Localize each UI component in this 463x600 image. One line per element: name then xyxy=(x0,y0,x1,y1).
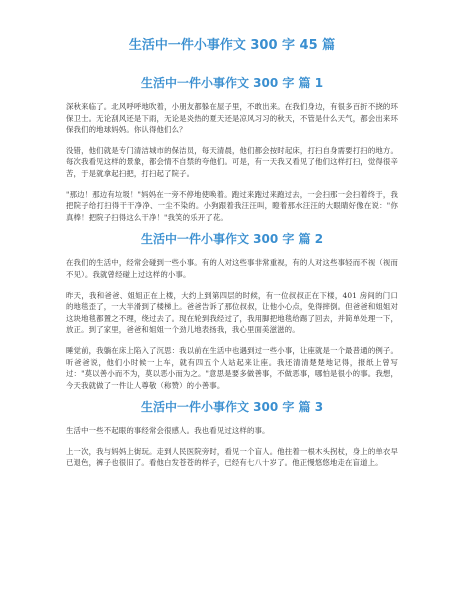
section-heading: 生活中一件小事作文 300 字 篇 2 xyxy=(140,232,324,247)
section-heading: 生活中一件小事作文 300 字 篇 1 xyxy=(140,76,324,90)
essay-section-2 xyxy=(66,232,398,391)
paragraph: 昨天，我和爸爸、姐姐正在上楼，大约上到第四层的时候，有一位叔叔正在下楼，401 房间的门口的地毯歪了，一大半滑到了楼梯上。爸爸告诉了那位叔叔，让他小心点，免得摔倒。但爸爸和姐姐对这块地毯都置之不理，绕过去了。现在轮到我经过了，我用脚把地毯给踢了回去，并简单处理一下，放正。到了家里，爸爸和姐姐一个劲儿地表扬我，我心里面美滋滋的。 xyxy=(66,290,398,335)
section-heading: 生活中一件小事作文 300 字 篇 3 xyxy=(140,400,324,415)
document-title: 生活中一件小事作文 300 字 45 篇 xyxy=(128,38,336,53)
paragraph: "那边！那边有垃圾！"妈妈在一旁不停地使唤着。跑过来跑过来跑过去，一会扫那一会扫着终于，我把院子给打扫得干干净净、一尘不染的。小狗跟着我汪汪叫，瞪着那水汪汪的大眼睛好像在说："你真棒！把院子扫得这么干净！"我笑的乐开了花。 xyxy=(66,189,398,222)
paragraph: 深秋来临了。北风呼呼地吹着，小朋友都躲在屋子里，不敢出来。在我们身边，有很多百折不挠的环保卫士。无论刮风还是下雨，无论是炎热的夏天还是凉风习习的秋天，不管是什么天气，都会出来环保我们的地球妈妈。你认得他们么？ xyxy=(66,102,398,135)
essay-section-1 xyxy=(66,76,398,223)
essay-section-3 xyxy=(66,400,398,469)
paragraph: 没错，他们就是专门清洁城市的保洁员，每天清晨，他们都会按时起床，打扫自身需要打扫的地方。每次我看见这样的景象，都会情不自禁的夸他们。可是，有一天我又看见了他们这样打扫，觉得很辛苦，于是就拿起扫把，打扫起了院子。 xyxy=(66,145,398,178)
paragraph: 在我们的生活中，经常会碰到一些小事。有的人对这些事非常重视，有的人对这些事轻而不视（视而不见）。我就曾经碰上过这样的小事。 xyxy=(66,258,398,279)
paragraph: 上一次，我与妈妈上街玩。走到人民医院旁时，看见一个盲人。他拄着一根木头拐杖，身上的单衣早已退色，裤子也很旧了。看他白发苍苍的样子，已经有七八十岁了。他正慢悠悠地走在盲道上。 xyxy=(66,446,398,468)
paragraph: 睡觉前，我躺在床上陷入了沉思：我以前在生活中也遇到过一些小事，让座就是一个最普通的例子。听爸爸说，他们小时候一上车，就有四五个人站起来让座。我还清清楚楚地记得，报纸上曾写过："莫以善小而不为，莫以恶小而为之。"意思是要多做善事，不做恶事，哪怕是很小的事。我想，今天我就做了一件让人尊敬（称赞）的小善事。 xyxy=(66,345,398,390)
paragraph: 生活中一些不起眼的事经常会很感人。我也看见过这样的事。 xyxy=(66,426,270,436)
